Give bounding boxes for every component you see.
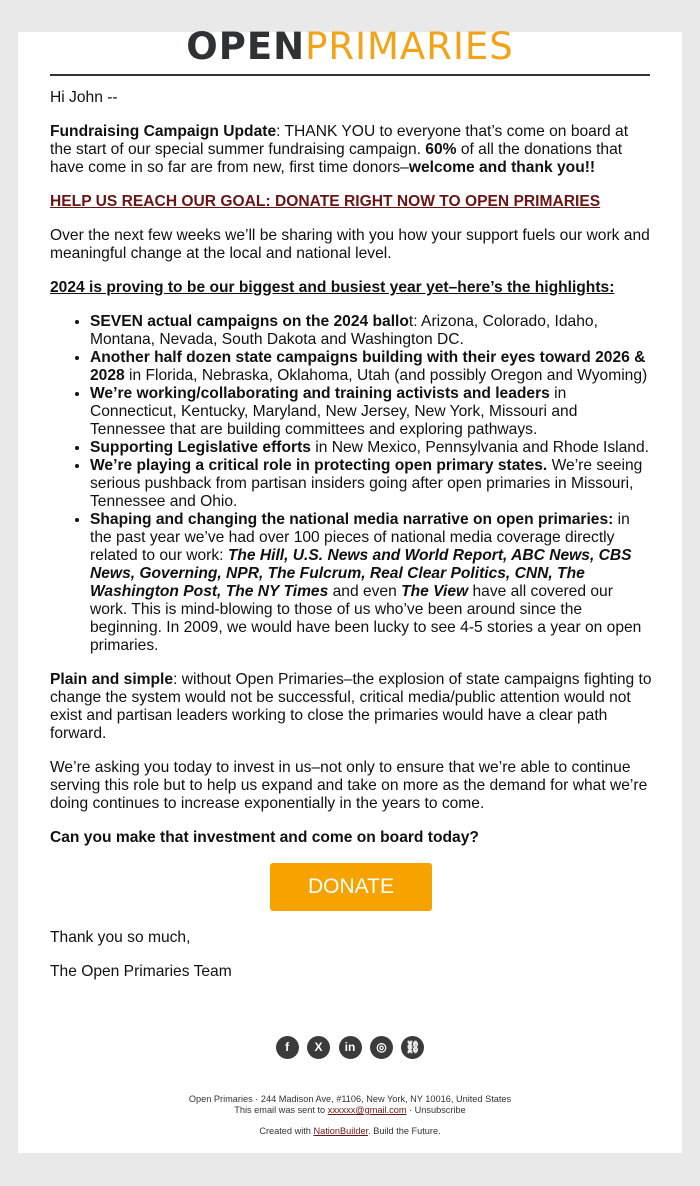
x-twitter-icon[interactable]: X [307,1036,330,1059]
facebook-icon[interactable]: f [276,1036,299,1059]
list-item: • Supporting Legislative efforts in New Mexico, Pennsylvania and Rhode Island. [90,439,652,457]
list-item: • We’re working/collaborating and training activists and leaders in Connecticut, Kentucky, Maryland, New Jersey, New York, Missouri and Tennessee that are building committees and exploring pathways. [90,385,652,439]
logo-open: OPEN [186,25,306,68]
linkedin-icon[interactable]: in [339,1036,362,1059]
link-icon[interactable]: ⛓ [401,1036,424,1059]
instagram-icon[interactable]: ◎ [370,1036,393,1059]
fundraising-update: Fundraising Campaign Update: THANK YOU to everyone that’s come on board at the start of our special summer fundraising campaign. 60% of all the donations that have come in so far are from new, first time donors–welcome and thank you!! [50,123,629,176]
list-item: • SEVEN actual campaigns on the 2024 ballot: Arizona, Colorado, Idaho, Montana, Nevada, South Dakota and Washington DC. [90,313,652,349]
nationbuilder-link[interactable]: NationBuilder [313,1126,369,1136]
email-footer: Open Primaries · 244 Madison Ave, #1106, New York, NY 10016, United States This email was sent to xxxxxx@gmail.com · Unsubscribe Created with NationBuilder. Build the Future. [18,1094,682,1137]
thanks-text: Thank you so much, [50,929,191,946]
highlights-list [50,313,652,655]
list-item: • We’re playing a critical role in protecting open primary states. We’re seeing serious pushback from partisan insiders going after open primaries in Missouri, Tennessee and Ohio. [90,457,652,511]
list-item: • Shaping and changing the national media narrative on open primaries: in the past year we’ve had over 100 pieces of national media coverage directly related to our work: The Hill, U.S. News and World Report, ABC News, CBS News, Governing, NPR, The Fulcrum, Real Clear Politics, CNN, The Washington Post, The NY Times and even The View have all covered our work. This is mind-blowing to those of us who’ve been around since the beginning. In 2009, we would have been lucky to see 4-5 stories a year on open primaries. [90,511,652,655]
header-divider [50,74,650,76]
intro-paragraph: Over the next few weeks we’ll be sharing with you how your support fuels our work and meaningful change at the local and national level. [50,227,650,262]
update-label: Fundraising Campaign Update [50,123,277,140]
investment-question: Can you make that investment and come on board today? [50,829,479,846]
social-links [18,1036,682,1059]
donate-cta-link[interactable]: HELP US REACH OUR GOAL: DONATE RIGHT NOW TO OPEN PRIMARIES [50,193,601,210]
open-primaries-logo[interactable] [18,25,682,72]
email-card [18,25,682,1153]
plain-and-simple: Plain and simple: without Open Primaries–the explosion of state campaigns fighting to change the system would not be successful, critical media/public attention would not exist and partisan leaders working to close the primaries would have a clear path forward. [50,671,652,742]
donate-button[interactable]: DONATE [270,863,432,911]
asking-paragraph: We’re asking you today to invest in us–not only to ensure that we’re able to continue serving this role but to help us expand and take on more as the demand for what we’re doing continues to increase exponentially in the years to come. [50,759,648,812]
recipient-email-link[interactable]: xxxxxx@gmail.com [327,1105,407,1115]
logo-primaries: PRIMARIES [305,25,514,68]
highlights-heading: 2024 is proving to be our biggest and busiest year yet–here’s the highlights: [50,279,615,296]
greeting: Hi John -- [50,89,118,106]
footer-address: Open Primaries · 244 Madison Ave, #1106, New York, NY 10016, United States [188,1094,512,1104]
email-body [50,89,652,997]
list-item: • Another half dozen state campaigns building with their eyes toward 2026 & 2028 in Florida, Nebraska, Oklahoma, Utah (and possibly Oregon and Wyoming) [90,349,652,385]
signoff-text: The Open Primaries Team [50,963,232,980]
unsubscribe-link[interactable]: Unsubscribe [414,1105,466,1115]
